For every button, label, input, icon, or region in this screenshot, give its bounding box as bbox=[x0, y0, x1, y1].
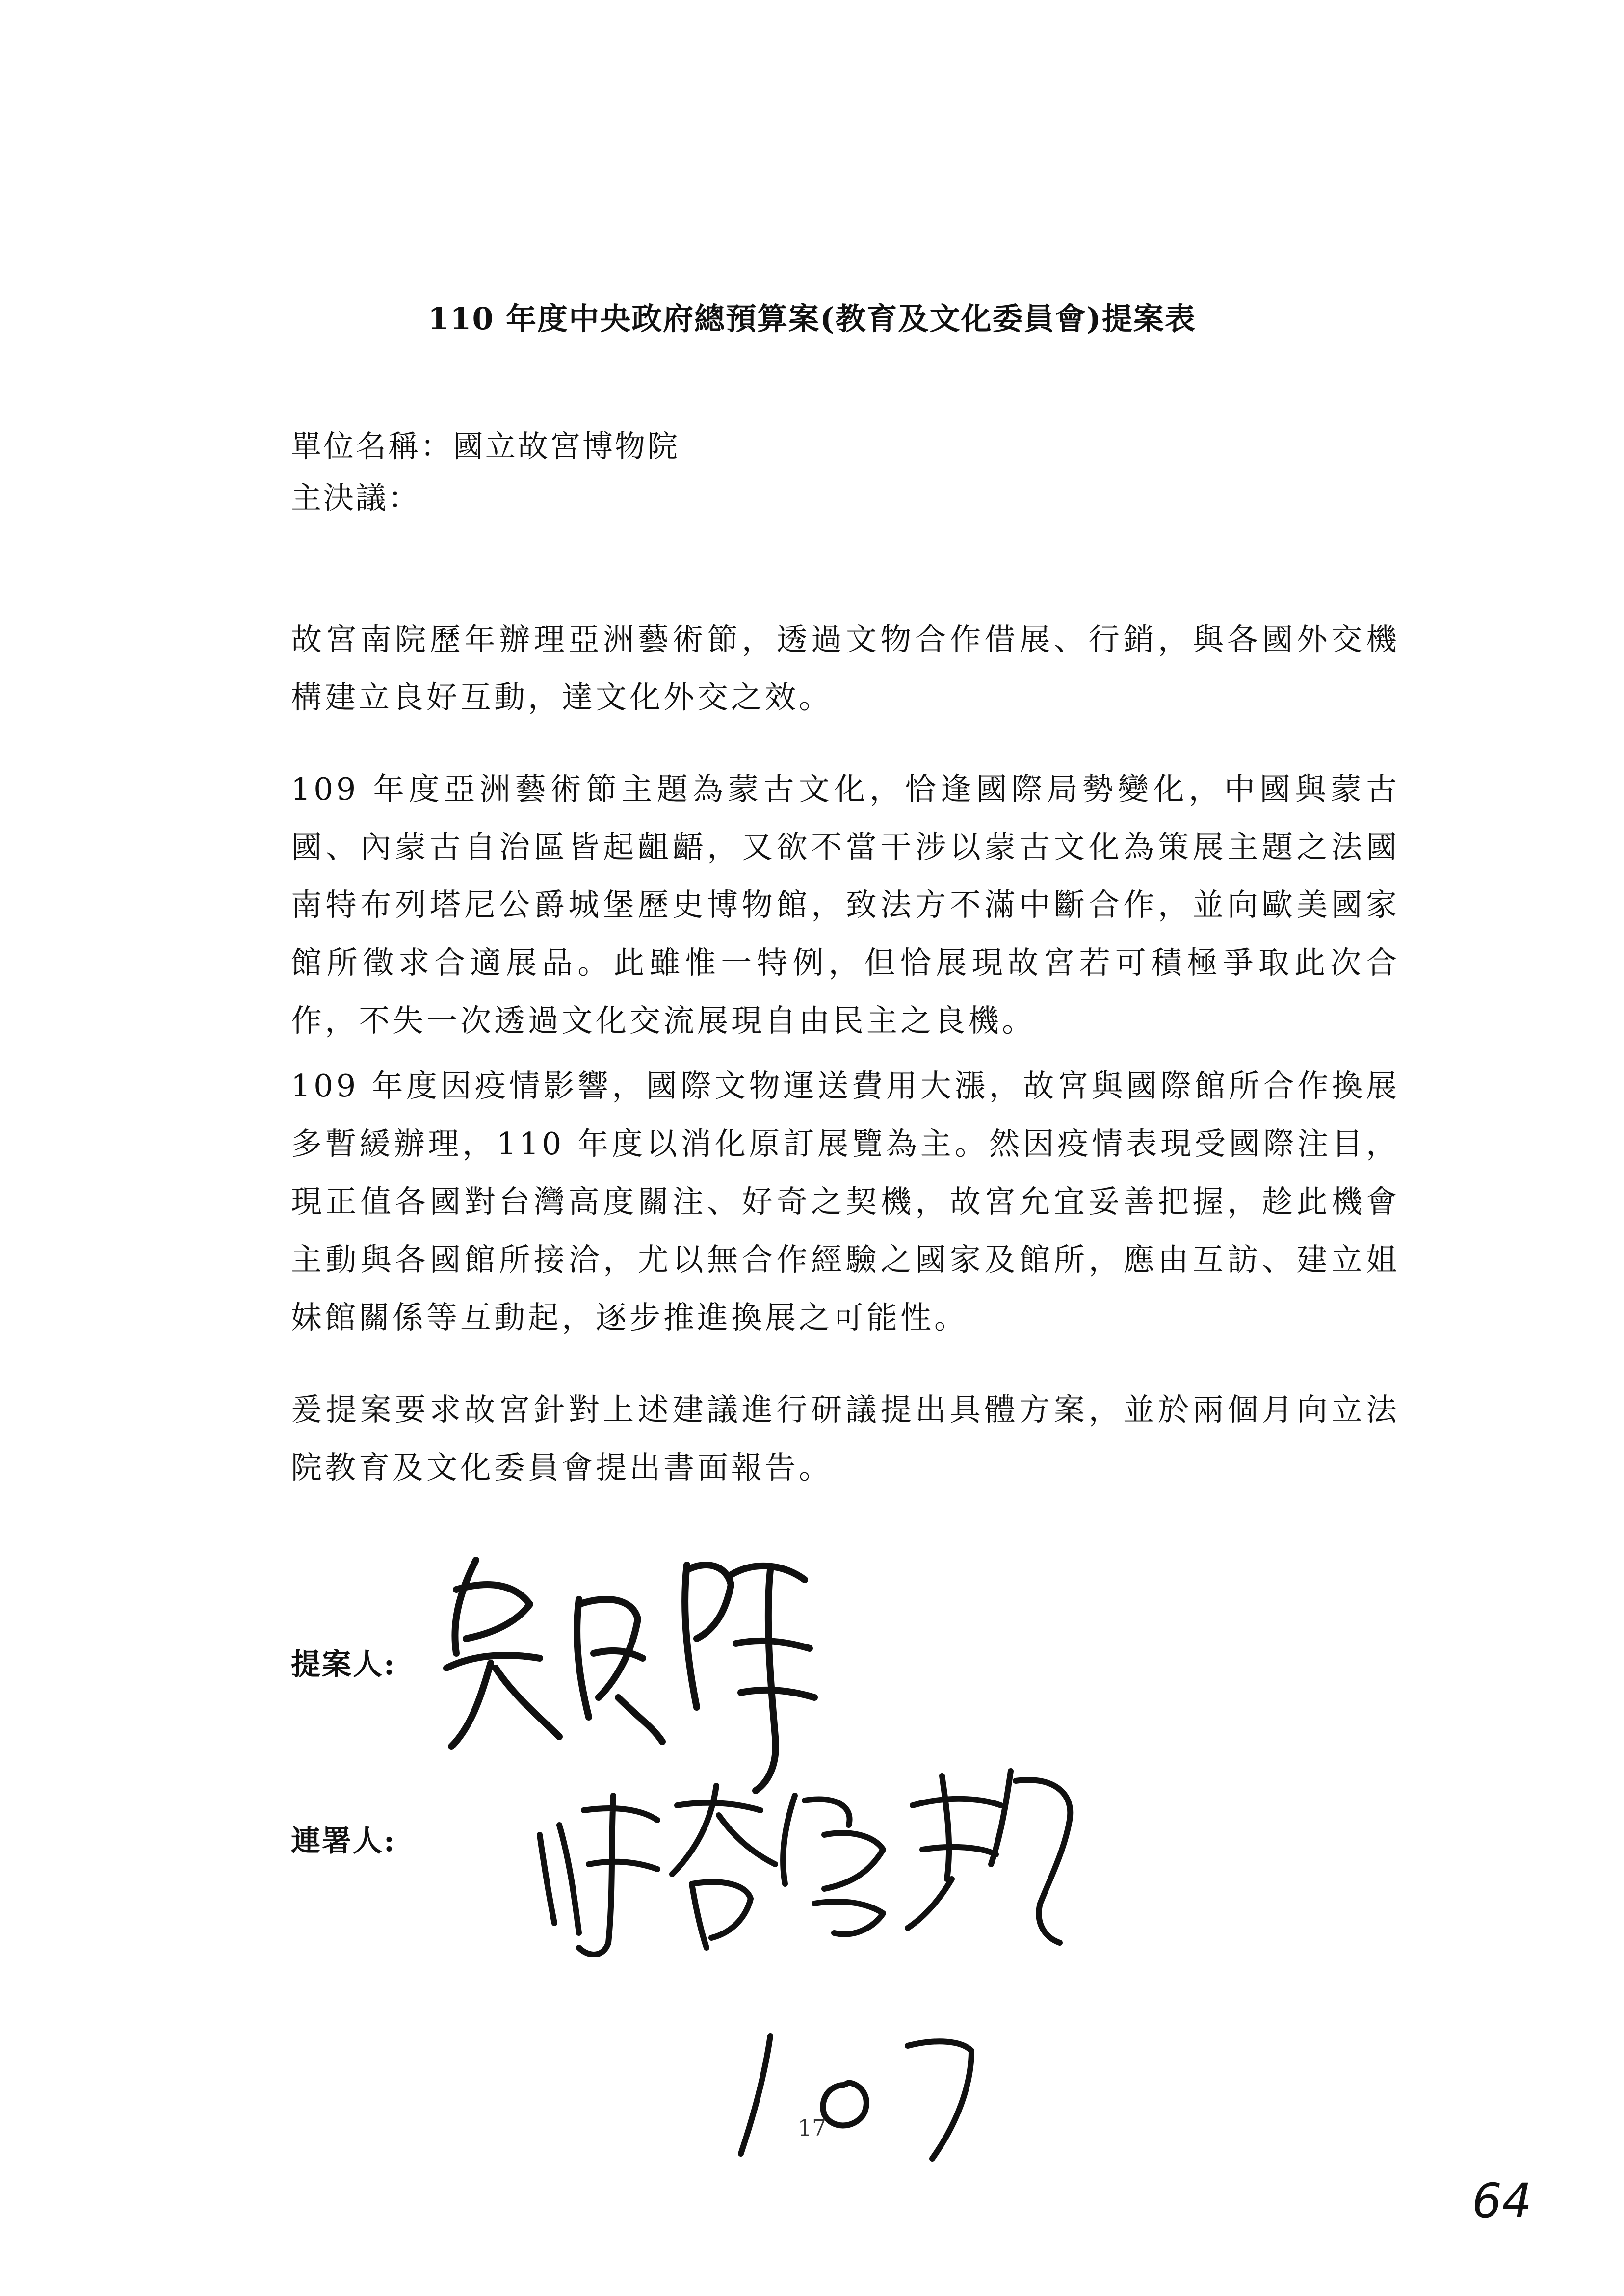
paragraph-4: 爰提案要求故宮針對上述建議進行研議提出具體方案，並於兩個月向立法院教育及文化委員會提出書面報告。 bbox=[291, 1392, 1400, 1486]
unit-name-line: 單位名稱：國立故宮博物院 bbox=[291, 428, 680, 464]
paragraph-3: 109 年度因疫情影響，國際文物運送費用大漲，故宮與國際館所合作換展多暫緩辦理，110 年度以消化原訂展覽為主。然因疫情表現受國際注目，現正值各國對台灣高度關注、好奇之契機，故宮允宜妥善把握，趁此機會主動與各國館所接洽，尤以無合作經驗之國家及館所，應由互訪、建立姐妹館關係等互動起，逐步推進換展之可能性。 bbox=[291, 1068, 1400, 1335]
cosigner-signatures bbox=[530, 1737, 1119, 1972]
resolution-label: 主決議： bbox=[291, 480, 421, 516]
cosigner-label: 連署人: bbox=[291, 1824, 396, 1858]
document-title: 110 年度中央政府總預算案(教育及文化委員會)提案表 bbox=[428, 301, 1196, 337]
corner-page-number: 64 bbox=[1472, 2173, 1532, 2228]
paragraph-1: 故宮南院歷年辦理亞洲藝術節，透過文物合作借展、行銷，與各國外交機構建立良好互動，達文化外交之效。 bbox=[291, 622, 1400, 715]
handwritten-number bbox=[726, 2011, 1001, 2168]
proposer-label: 提案人: bbox=[291, 1647, 396, 1682]
printed-page-number: 17 bbox=[797, 2114, 827, 2141]
paragraph-2: 109 年度亞洲藝術節主題為蒙古文化，恰逢國際局勢變化，中國與蒙古國、內蒙古自治區皆起齟齬，又欲不當干涉以蒙古文化為策展主題之法國南特布列塔尼公爵城堡歷史博物館，致法方不滿中斷合作，並向歐美國家館所徵求合適展品。此雖惟一特例，但恰展現故宮若可積極爭取此次合作，不失一次透過文化交流展現自由民主之良機。 bbox=[291, 771, 1400, 1039]
